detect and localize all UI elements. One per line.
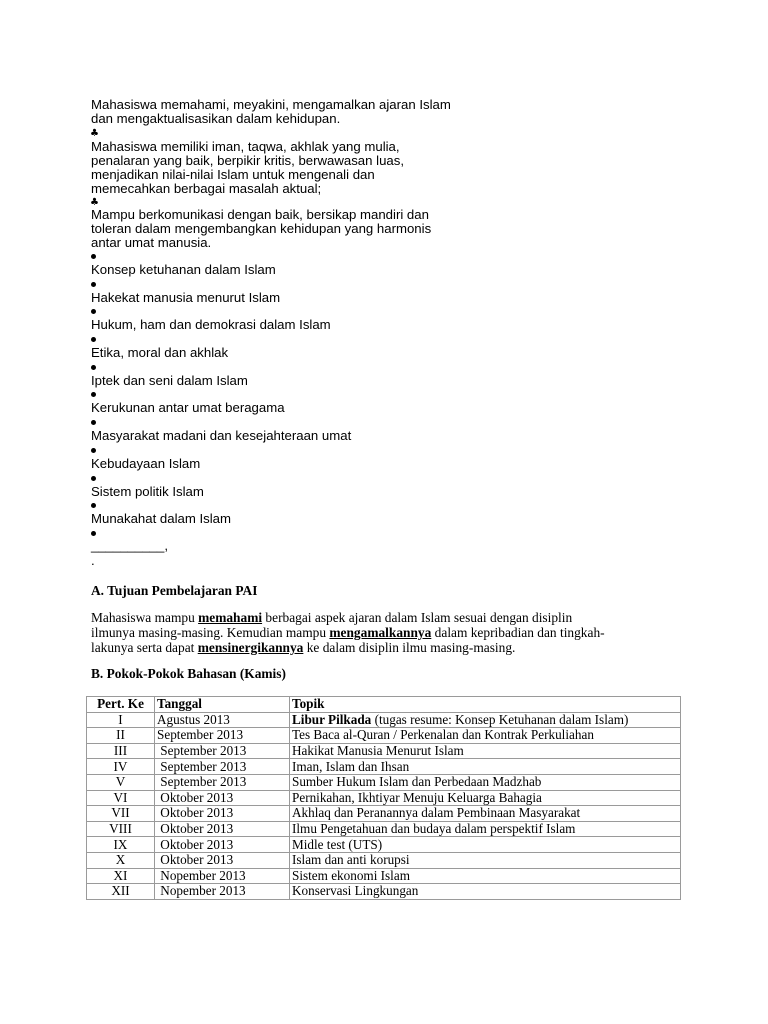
cell-topic: Midle test (UTS) <box>290 837 681 853</box>
text-run: ke dalam disiplin ilmu masing-masing. <box>303 640 516 655</box>
bullet-icon <box>91 420 96 425</box>
cell-date <box>155 868 290 884</box>
table-header-row <box>87 697 681 713</box>
cell-date <box>155 743 290 759</box>
table-row <box>87 821 681 837</box>
intro-line: dan mengaktualisasikan dalam kehidupan. <box>91 111 341 126</box>
underlined-term: mengamalkannya <box>329 625 432 640</box>
bullet-icon <box>91 392 96 397</box>
section-a-line-2 <box>91 625 711 640</box>
cell-topic <box>290 712 681 728</box>
bullet-icon <box>91 254 96 259</box>
table-row <box>87 712 681 728</box>
intro-line: antar umat manusia. <box>91 235 212 250</box>
cell-number: X <box>87 852 155 868</box>
table-row <box>87 790 681 806</box>
intro-paragraph-2 <box>91 140 711 196</box>
cell-date <box>155 884 290 900</box>
section-a-body <box>91 610 711 655</box>
cell-number: II <box>87 728 155 744</box>
bullet-icon <box>91 282 96 287</box>
cell-topic: Iman, Islam dan Ihsan <box>290 759 681 775</box>
table-row <box>87 884 681 900</box>
text-run: dalam kepribadian dan tingkah- <box>431 625 605 640</box>
topic-item: Konsep ketuhanan dalam Islam <box>91 262 276 277</box>
cell-number: XII <box>87 884 155 900</box>
date-text: Nopember 2013 <box>160 883 246 899</box>
cell-topic: Konservasi Lingkungan <box>290 884 681 900</box>
intro-paragraph-1 <box>91 98 711 126</box>
section-a-line-3 <box>91 640 711 655</box>
underlined-term: memahami <box>198 610 263 625</box>
cell-date <box>155 837 290 853</box>
cell-date <box>155 759 290 775</box>
topic-item: Kerukunan antar umat beragama <box>91 400 285 415</box>
cell-topic: Ilmu Pengetahuan dan budaya dalam perspektif Islam <box>290 821 681 837</box>
cell-topic: Akhlaq dan Peranannya dalam Pembinaan Masyarakat <box>290 806 681 822</box>
date-text: Oktober 2013 <box>160 805 234 821</box>
cell-number: V <box>87 774 155 790</box>
bullet-icon <box>91 365 96 370</box>
cell-number: III <box>87 743 155 759</box>
table-row <box>87 806 681 822</box>
text-run: berbagai aspek ajaran dalam Islam sesuai dengan disiplin <box>262 610 573 625</box>
section-b-title: B. Pokok-Pokok Bahasan (Kamis) <box>91 666 286 681</box>
intro-line: toleran dalam mengembangkan kehidupan yang harmonis <box>91 221 432 236</box>
topic-item: Iptek dan seni dalam Islam <box>91 373 248 388</box>
cell-number: I <box>87 712 155 728</box>
date-text: September 2013 <box>160 758 247 774</box>
cell-number: VII <box>87 806 155 822</box>
intro-line: Mahasiswa memiliki iman, taqwa, akhlak yang mulia, <box>91 139 400 154</box>
date-text: Oktober 2013 <box>160 789 234 805</box>
intro-line: penalaran yang baik, berpikir kritis, berwawasan luas, <box>91 153 404 168</box>
text-run: lakunya serta dapat <box>91 640 198 655</box>
date-text: Oktober 2013 <box>160 836 234 852</box>
period-mark: . <box>91 553 95 568</box>
table-row <box>87 728 681 744</box>
topic-bold: Libur Pilkada <box>292 711 372 727</box>
header-pert-ke: Pert. Ke <box>87 697 155 713</box>
table-row <box>87 852 681 868</box>
topic-item: Hakekat manusia menurut Islam <box>91 290 281 305</box>
date-text: September 2013 <box>160 743 247 759</box>
header-tanggal: Tanggal <box>155 697 290 713</box>
cell-number: XI <box>87 868 155 884</box>
date-text: Oktober 2013 <box>160 821 234 837</box>
cell-number: IX <box>87 837 155 853</box>
schedule-table <box>86 696 681 900</box>
bullet-icon <box>91 337 96 342</box>
club-icon: ♣ <box>90 197 99 208</box>
cell-number: IV <box>87 759 155 775</box>
bullet-icon <box>91 476 96 481</box>
topic-item: Munakahat dalam Islam <box>91 511 232 526</box>
table-row <box>87 743 681 759</box>
bullet-icon <box>91 503 96 508</box>
intro-line: Mampu berkomunikasi dengan baik, bersikap mandiri dan <box>91 207 429 222</box>
bullet-icon <box>91 309 96 314</box>
cell-number: VIII <box>87 821 155 837</box>
bullet-icon <box>91 531 96 536</box>
topic-item: Etika, moral dan akhlak <box>91 345 229 360</box>
table-row <box>87 774 681 790</box>
table-row <box>87 837 681 853</box>
cell-topic: Tes Baca al-Quran / Perkenalan dan Kontrak Perkuliahan <box>290 728 681 744</box>
text-run: Mahasiswa mampu <box>91 610 199 625</box>
intro-paragraph-3 <box>91 208 711 250</box>
bullet-icon <box>91 448 96 453</box>
cell-topic: Sumber Hukum Islam dan Perbedaan Madzhab <box>290 774 681 790</box>
topic-item: Sistem politik Islam <box>91 484 204 499</box>
cell-date <box>155 821 290 837</box>
date-text: Nopember 2013 <box>160 867 246 883</box>
blank-line: __________, <box>91 538 169 553</box>
section-a-title: A. Tujuan Pembelajaran PAI <box>91 583 258 598</box>
cell-date <box>155 806 290 822</box>
header-topik: Topik <box>290 697 681 713</box>
section-a-line-1 <box>91 610 711 625</box>
date-text: September 2013 <box>160 774 247 790</box>
intro-line: Mahasiswa memahami, meyakini, mengamalkan ajaran Islam <box>91 97 451 112</box>
cell-date <box>155 852 290 868</box>
topic-item: Kebudayaan Islam <box>91 456 201 471</box>
table-row <box>87 759 681 775</box>
cell-topic: Hakikat Manusia Menurut Islam <box>290 743 681 759</box>
intro-line: memecahkan berbagai masalah aktual; <box>91 181 322 196</box>
topic-item: Hukum, ham dan demokrasi dalam Islam <box>91 317 331 332</box>
club-icon: ♣ <box>90 128 99 139</box>
cell-date <box>155 790 290 806</box>
cell-topic: Pernikahan, Ikhtiyar Menuju Keluarga Bahagia <box>290 790 681 806</box>
table-row <box>87 868 681 884</box>
cell-date <box>155 774 290 790</box>
topic-text: (tugas resume: Konsep Ketuhanan dalam Islam) <box>371 711 629 727</box>
cell-topic: Islam dan anti korupsi <box>290 852 681 868</box>
date-text: Oktober 2013 <box>160 852 234 868</box>
cell-number: VI <box>87 790 155 806</box>
underlined-term: mensinergikannya <box>197 640 304 655</box>
cell-date: Agustus 2013 <box>155 712 290 728</box>
cell-topic: Sistem ekonomi Islam <box>290 868 681 884</box>
cell-date: September 2013 <box>155 728 290 744</box>
intro-line: menjadikan nilai-nilai Islam untuk mengenali dan <box>91 167 375 182</box>
topic-item: Masyarakat madani dan kesejahteraan umat <box>91 428 352 443</box>
text-run: ilmunya masing-masing. Kemudian mampu <box>91 625 330 640</box>
